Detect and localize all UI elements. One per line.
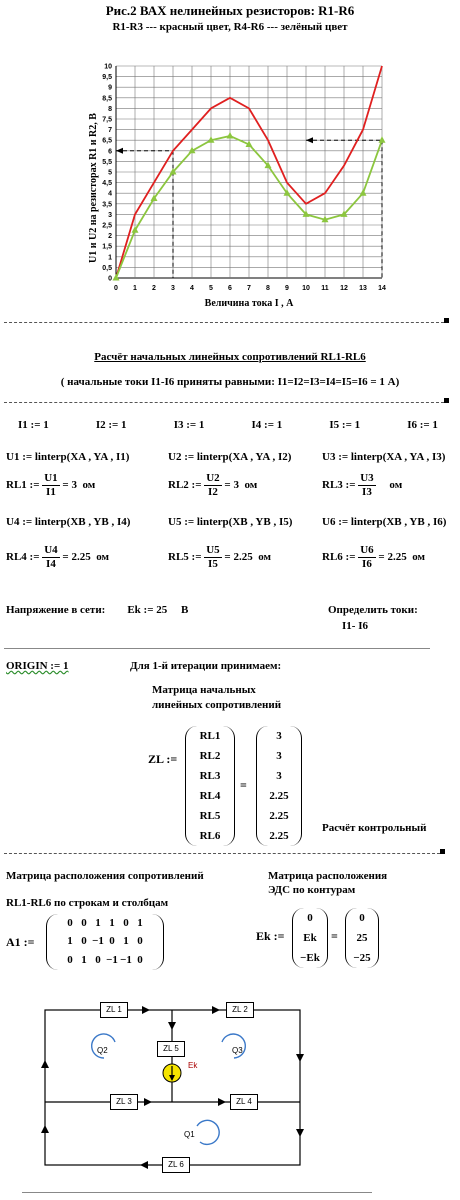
loop-label-q2: Q2	[97, 1046, 108, 1055]
zl-values-vector: 3 3 3 2.25 2.25 2.25	[256, 726, 302, 846]
y-tick-label: 8	[108, 105, 112, 113]
supply-voltage-expr: Ek := 25	[127, 604, 168, 616]
zl-label: ZL :=	[148, 752, 178, 766]
y-tick-label: 6	[108, 148, 112, 156]
arrow-icon	[212, 1006, 220, 1014]
arrow-icon	[296, 1054, 304, 1062]
ek-title-line2: ЭДС по контурам	[268, 884, 356, 896]
iv-characteristic-chart	[0, 38, 460, 318]
y-tick-label: 4,5	[102, 180, 112, 188]
y-tick-label: 2	[108, 233, 112, 241]
ek-value-vector: 0 25 −25	[345, 908, 379, 968]
supply-voltage	[6, 604, 188, 616]
divider	[22, 1192, 372, 1193]
x-tick-label: 3	[171, 285, 175, 292]
initial-currents-row	[18, 419, 438, 431]
y-tick-label: 7	[108, 127, 112, 135]
u3-formula: U3 := linterp(XA , YA , I3)	[322, 451, 446, 463]
resistor-zl3: ZL 3	[110, 1094, 138, 1110]
resistor-zl5: ZL 5	[157, 1041, 185, 1057]
divider-end-marker	[440, 849, 445, 854]
x-tick-label: 14	[378, 285, 386, 292]
a1-matrix	[46, 914, 164, 970]
arrow-icon	[41, 1060, 49, 1068]
matrix-title-line1: Матрица начальных	[152, 684, 256, 696]
y-tick-label: 0,5	[102, 264, 112, 272]
arrow-icon	[41, 1125, 49, 1133]
loop-arrow-icon	[197, 1120, 219, 1144]
x-tick-label: 5	[209, 285, 213, 292]
resistor-zl6: ZL 6	[162, 1157, 190, 1173]
y-tick-label: 8,5	[102, 95, 112, 103]
supply-voltage-unit: В	[180, 604, 189, 616]
y-tick-label: 1	[108, 254, 112, 262]
current-i6: I6 := 1	[407, 419, 438, 431]
arrow-icon	[306, 137, 313, 143]
divider	[4, 853, 440, 854]
arrow-icon	[116, 148, 123, 154]
rl1-formula: RL1 := $\frac{U1}{I1}$ = 3 ом	[6, 472, 96, 498]
page-subtitle: R1-R3 --- красный цвет, R4-R6 --- зелёный цвет	[112, 21, 348, 33]
section-note: ( начальные токи I1-I6 приняты равными: I1=I2=I3=I4=I5=I6 = 1 А)	[60, 376, 400, 388]
x-tick-label: 6	[228, 285, 232, 292]
current-i3: I3 := 1	[173, 419, 205, 431]
loop-label-q1: Q1	[184, 1130, 195, 1139]
u2-formula: U2 := linterp(XA , YA , I2)	[168, 451, 292, 463]
data-point	[113, 274, 120, 281]
divider	[4, 648, 430, 649]
ek-title-line1: Матрица расположения	[268, 870, 388, 882]
rl2-formula: RL2 := $\frac{U2}{I2}$ = 3 ом	[168, 472, 258, 498]
u1-formula: U1 := linterp(XA , YA , I1)	[6, 451, 130, 463]
y-tick-label: 0	[108, 275, 112, 283]
y-tick-label: 3	[108, 211, 112, 219]
u6-formula: U6 := linterp(XB , YB , I6)	[322, 516, 447, 528]
equals-sign: =	[331, 929, 338, 943]
a1-row: 0 1 0 −1 −1 0	[67, 954, 143, 967]
y-tick-label: 1,5	[102, 243, 112, 251]
divider	[4, 402, 444, 403]
rl6-formula: RL6 := $\frac{U6}{I6}$ = 2.25 ом	[322, 544, 425, 570]
arrow-icon	[218, 1098, 226, 1106]
a1-row: 0 0 1 1 0 1	[67, 916, 143, 929]
x-tick-label: 0	[114, 285, 118, 292]
resistor-zl2: ZL 2	[226, 1002, 254, 1018]
rl4-formula: RL4 := $\frac{U4}{I4}$ = 2.25 ом	[6, 544, 109, 570]
arrow-icon	[296, 1129, 304, 1137]
x-tick-label: 7	[247, 285, 251, 292]
x-tick-label: 12	[340, 285, 348, 292]
a1-title: Матрица расположения сопротивлений	[6, 870, 204, 882]
y-tick-label: 7,5	[102, 116, 112, 124]
matrix-title-line2: линейных сопротивлений	[152, 699, 282, 711]
page-title: Рис.2 ВАХ нелинейных резисторов: R1-R6	[105, 3, 355, 18]
x-tick-label: 9	[285, 285, 289, 292]
data-point	[360, 189, 367, 196]
current-i2: I2 := 1	[95, 419, 127, 431]
task-line1: Определить токи:	[328, 604, 418, 616]
y-axis-label: U1 и U2 на резисторах R1 и R2, В	[88, 113, 99, 263]
y-tick-label: 5	[108, 169, 112, 177]
x-tick-label: 8	[266, 285, 270, 292]
u4-formula: U4 := linterp(XB , YB , I4)	[6, 516, 131, 528]
rl3-formula: RL3 := $\frac{U3}{I3}$ ом	[322, 472, 403, 498]
y-tick-label: 2,5	[102, 222, 112, 230]
divider-end-marker	[444, 398, 449, 403]
arrow-icon	[142, 1006, 150, 1014]
a1-label: A1 :=	[6, 935, 35, 949]
data-point	[379, 136, 386, 143]
y-tick-label: 4	[108, 190, 112, 198]
arrow-icon	[168, 1022, 176, 1030]
ek-label: Ek :=	[256, 929, 285, 943]
x-tick-label: 13	[359, 285, 367, 292]
divider	[4, 322, 444, 323]
supply-voltage-label: Напряжение в сети:	[6, 604, 106, 616]
arrow-icon	[144, 1098, 152, 1106]
x-tick-label: 11	[321, 285, 329, 292]
y-tick-label: 9,5	[102, 74, 112, 82]
data-point	[227, 132, 234, 139]
x-tick-label: 10	[302, 285, 310, 292]
a1-subtitle: RL1-RL6 по строкам и столбцам	[6, 897, 169, 909]
source-label: Ek	[188, 1061, 198, 1070]
current-i4: I4 := 1	[251, 419, 283, 431]
x-tick-label: 1	[133, 285, 137, 292]
current-i5: I5 := 1	[329, 419, 361, 431]
current-i1: I1 := 1	[18, 419, 49, 431]
arrow-icon	[140, 1161, 148, 1169]
y-tick-label: 3,5	[102, 201, 112, 209]
ek-symbolic-vector: 0 Ek −Ek	[292, 908, 328, 968]
y-tick-label: 6,5	[102, 137, 112, 145]
x-tick-label: 4	[190, 285, 194, 292]
equals-sign: =	[240, 778, 247, 792]
task-line2: I1- I6	[342, 620, 368, 632]
x-axis-label: Величина тока I , А	[204, 298, 294, 309]
zl-names-vector: RL1 RL2 RL3 RL4 RL5 RL6	[185, 726, 235, 846]
origin-setting: ORIGIN := 1	[6, 660, 69, 672]
resistor-zl4: ZL 4	[230, 1094, 258, 1110]
rl5-formula: RL5 := $\frac{U5}{I5}$ = 2.25 ом	[168, 544, 271, 570]
calc-control-label: Расчёт контрольный	[322, 822, 427, 834]
iteration-note: Для 1-й итерации принимаем:	[130, 660, 282, 672]
y-tick-label: 5,5	[102, 158, 112, 166]
divider-end-marker	[444, 318, 449, 323]
x-tick-label: 2	[152, 285, 156, 292]
y-tick-label: 10	[104, 63, 112, 71]
a1-row: 1 0 −1 0 1 0	[67, 935, 143, 948]
resistor-zl1: ZL 1	[100, 1002, 128, 1018]
y-tick-label: 9	[108, 84, 112, 92]
section-title: Расчёт начальных линейных сопротивлений RL1-RL6	[94, 351, 366, 363]
u5-formula: U5 := linterp(XB , YB , I5)	[168, 516, 293, 528]
loop-label-q3: Q3	[232, 1046, 243, 1055]
